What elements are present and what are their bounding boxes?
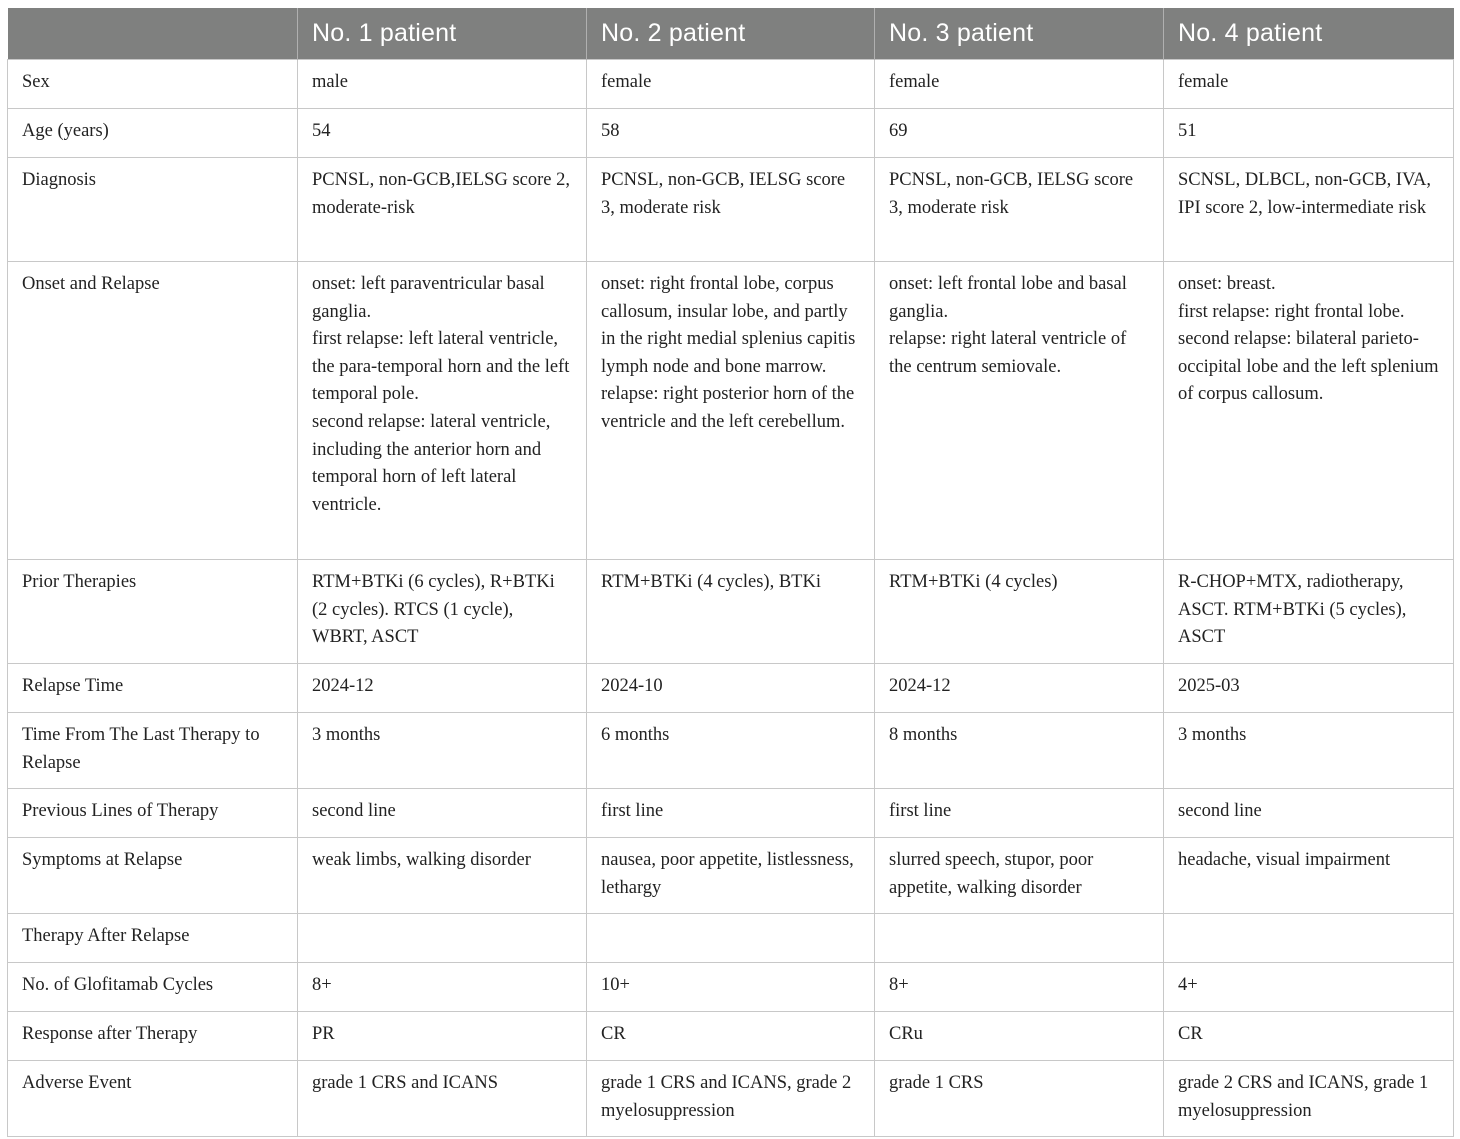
table-cell: male — [298, 60, 587, 109]
table-cell: first line — [587, 789, 875, 838]
row-label: Therapy After Relapse — [8, 914, 298, 963]
table-row-prior-therapies — [8, 560, 1454, 664]
table-cell: RTM+BTKi (6 cycles), R+BTKi (2 cycles). RTCS (1 cycle), WBRT, ASCT — [298, 560, 587, 664]
table-cell: PCNSL, non-GCB, IELSG score 3, moderate risk — [875, 158, 1164, 262]
table-cell: weak limbs, walking disorder — [298, 838, 587, 914]
table-cell: onset: left frontal lobe and basal ganglia. relapse: right lateral ventricle of the centrum semiovale. — [875, 262, 1164, 560]
row-label: No. of Glofitamab Cycles — [8, 963, 298, 1012]
table-row-glofitamab-cycles — [8, 963, 1454, 1012]
table-cell: 8 months — [875, 713, 1164, 789]
row-label: Symptoms at Relapse — [8, 838, 298, 914]
table-cell: R-CHOP+MTX, radiotherapy, ASCT. RTM+BTKi (5 cycles), ASCT — [1164, 560, 1454, 664]
table-cell: 3 months — [1164, 713, 1454, 789]
table-cell: onset: left paraventricular basal ganglia. first relapse: left lateral ventricle, the para-temporal horn and the left temporal pole. second relapse: lateral ventricle, including the anterior horn and temporal horn of left lateral ventricle. — [298, 262, 587, 560]
table-cell: 4+ — [1164, 963, 1454, 1012]
table-cell: 58 — [587, 109, 875, 158]
table-row-onset-relapse — [8, 262, 1454, 560]
table-cell: 2024-10 — [587, 664, 875, 713]
row-label: Diagnosis — [8, 158, 298, 262]
table-cell: 69 — [875, 109, 1164, 158]
table-cell — [1164, 914, 1454, 963]
row-label: Response after Therapy — [8, 1012, 298, 1061]
patient-characteristics-table — [7, 8, 1454, 1137]
table-row-therapy-after-relapse — [8, 914, 1454, 963]
table-cell: grade 1 CRS and ICANS — [298, 1061, 587, 1137]
table-cell — [587, 914, 875, 963]
table-cell: female — [875, 60, 1164, 109]
table-cell: RTM+BTKi (4 cycles), BTKi — [587, 560, 875, 664]
table-cell: PCNSL, non-GCB,IELSG score 2, moderate-risk — [298, 158, 587, 262]
table-cell: 54 — [298, 109, 587, 158]
row-label: Prior Therapies — [8, 560, 298, 664]
row-label: Age (years) — [8, 109, 298, 158]
row-label: Previous Lines of Therapy — [8, 789, 298, 838]
table-cell: 10+ — [587, 963, 875, 1012]
table-cell: CRu — [875, 1012, 1164, 1061]
table-cell: female — [587, 60, 875, 109]
table-cell — [298, 914, 587, 963]
table-cell: SCNSL, DLBCL, non-GCB, IVA, IPI score 2, low-intermediate risk — [1164, 158, 1454, 262]
table-cell: 2025-03 — [1164, 664, 1454, 713]
row-label: Sex — [8, 60, 298, 109]
header-cell-patient-2: No. 2 patient — [587, 8, 875, 60]
table-header-row — [8, 8, 1454, 60]
table-cell: onset: right frontal lobe, corpus callosum, insular lobe, and partly in the right medial splenius capitis lymph node and bone marrow. relapse: right posterior horn of the ventricle and the left cerebellum. — [587, 262, 875, 560]
table-cell: first line — [875, 789, 1164, 838]
row-label: Adverse Event — [8, 1061, 298, 1137]
table-cell — [875, 914, 1164, 963]
table-cell: nausea, poor appetite, listlessness, lethargy — [587, 838, 875, 914]
table-row-adverse-event — [8, 1061, 1454, 1137]
header-cell-patient-3: No. 3 patient — [875, 8, 1164, 60]
table-cell: grade 1 CRS — [875, 1061, 1164, 1137]
table-cell: 2024-12 — [875, 664, 1164, 713]
header-cell-blank — [8, 8, 298, 60]
table-row-diagnosis — [8, 158, 1454, 262]
table-cell: slurred speech, stupor, poor appetite, walking disorder — [875, 838, 1164, 914]
table-cell: CR — [1164, 1012, 1454, 1061]
header-cell-patient-1: No. 1 patient — [298, 8, 587, 60]
table-row-relapse-time — [8, 664, 1454, 713]
table-cell: grade 1 CRS and ICANS, grade 2 myelosuppression — [587, 1061, 875, 1137]
row-label: Relapse Time — [8, 664, 298, 713]
table-row-time-to-relapse — [8, 713, 1454, 789]
patient-table-container — [7, 8, 1453, 1137]
table-row-symptoms — [8, 838, 1454, 914]
table-cell: headache, visual impairment — [1164, 838, 1454, 914]
table-row-age — [8, 109, 1454, 158]
table-cell: 3 months — [298, 713, 587, 789]
row-label: Onset and Relapse — [8, 262, 298, 560]
table-cell: 6 months — [587, 713, 875, 789]
row-label: Time From The Last Therapy to Relapse — [8, 713, 298, 789]
header-cell-patient-4: No. 4 patient — [1164, 8, 1454, 60]
table-row-previous-lines — [8, 789, 1454, 838]
table-cell: female — [1164, 60, 1454, 109]
table-cell: RTM+BTKi (4 cycles) — [875, 560, 1164, 664]
table-row-sex — [8, 60, 1454, 109]
table-cell: second line — [298, 789, 587, 838]
table-row-response — [8, 1012, 1454, 1061]
table-cell: grade 2 CRS and ICANS, grade 1 myelosuppression — [1164, 1061, 1454, 1137]
table-cell: 8+ — [875, 963, 1164, 1012]
table-cell: PR — [298, 1012, 587, 1061]
table-cell: onset: breast. first relapse: right frontal lobe. second relapse: bilateral parieto-occipital lobe and the left splenium of corpus callosum. — [1164, 262, 1454, 560]
table-cell: 2024-12 — [298, 664, 587, 713]
table-cell: CR — [587, 1012, 875, 1061]
table-cell: 8+ — [298, 963, 587, 1012]
table-cell: PCNSL, non-GCB, IELSG score 3, moderate risk — [587, 158, 875, 262]
table-cell: second line — [1164, 789, 1454, 838]
table-cell: 51 — [1164, 109, 1454, 158]
